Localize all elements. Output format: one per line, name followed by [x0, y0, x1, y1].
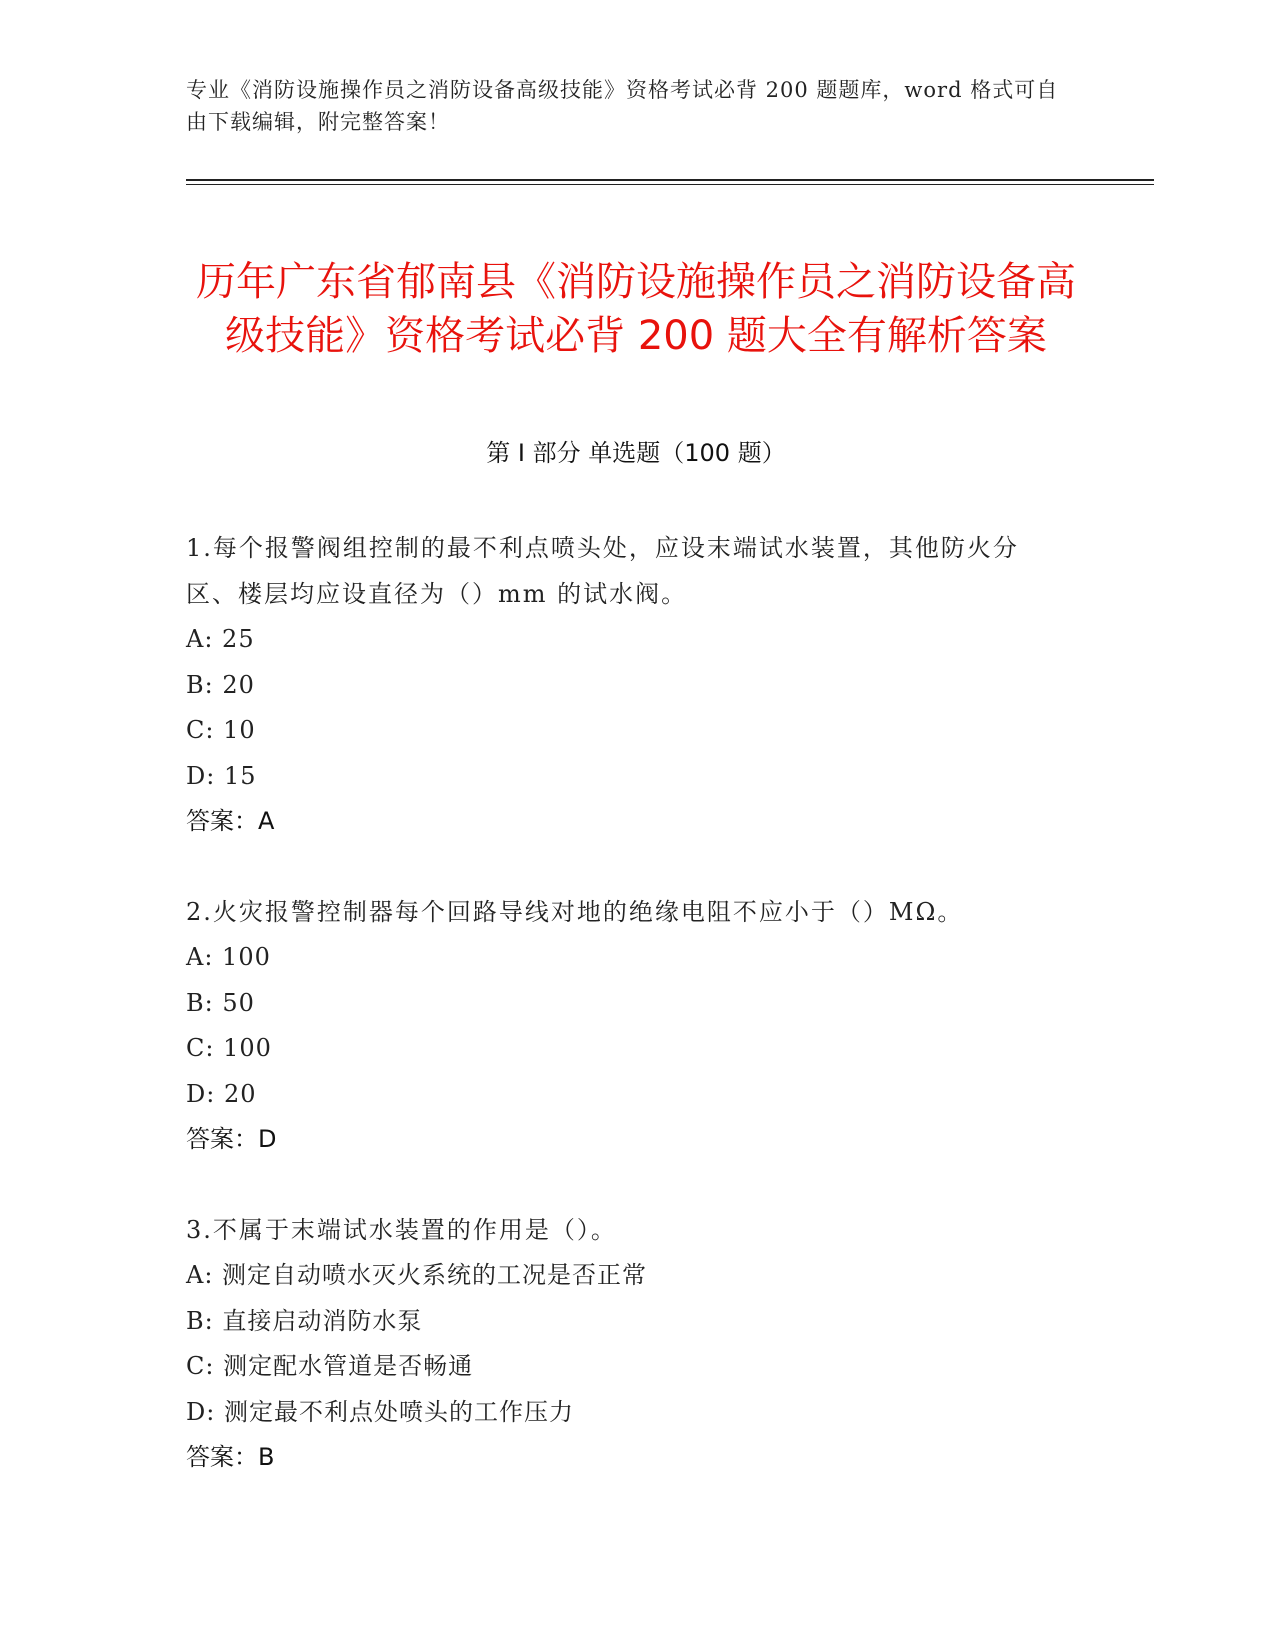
option-d: D: 15	[186, 761, 257, 790]
option-d: D: 测定最不利点处喷头的工作压力	[186, 1397, 574, 1426]
question-3	[186, 1207, 1066, 1480]
question-stem: 2.火灾报警控制器每个回路导线对地的绝缘电阻不应小于（）MΩ。	[186, 898, 964, 926]
header-note: 专业《消防设施操作员之消防设备高级技能》资格考试必背 200 题题库，word 格式可自由下载编辑，附完整答案！	[186, 78, 1059, 134]
header-divider-thin	[186, 184, 1154, 185]
option-c: C: 测定配水管道是否畅通	[186, 1352, 474, 1380]
option-a: A: 测定自动喷水灭火系统的工况是否正常	[186, 1261, 648, 1289]
option-b: B: 直接启动消防水泵	[186, 1306, 423, 1335]
document-title: 历年广东省郁南县《消防设施操作员之消防设备高级技能》资格考试必背 200 题大全有解析答案	[196, 258, 1076, 359]
question-stem: 1.每个报警阀组控制的最不利点喷头处，应设末端试水装置，其他防火分区、楼层均应设直径为（）mm 的试水阀。	[186, 534, 1019, 608]
answer: 答案：B	[186, 1443, 275, 1471]
option-b: B: 50	[186, 988, 255, 1017]
option-a: A: 25	[186, 625, 255, 653]
option-c: C: 10	[186, 716, 256, 744]
header-divider	[186, 179, 1154, 181]
answer: 答案：A	[186, 807, 275, 835]
section-title: 第 I 部分 单选题（100 题）	[486, 439, 786, 467]
option-c: C: 100	[186, 1034, 272, 1062]
option-d: D: 20	[186, 1079, 257, 1108]
option-b: B: 20	[186, 670, 255, 699]
question-1	[186, 525, 1066, 844]
option-a: A: 100	[186, 943, 271, 971]
question-2	[186, 889, 1066, 1162]
question-list	[186, 525, 1066, 1525]
question-stem: 3.不属于末端试水装置的作用是（）。	[186, 1216, 617, 1244]
answer: 答案：D	[186, 1125, 277, 1153]
